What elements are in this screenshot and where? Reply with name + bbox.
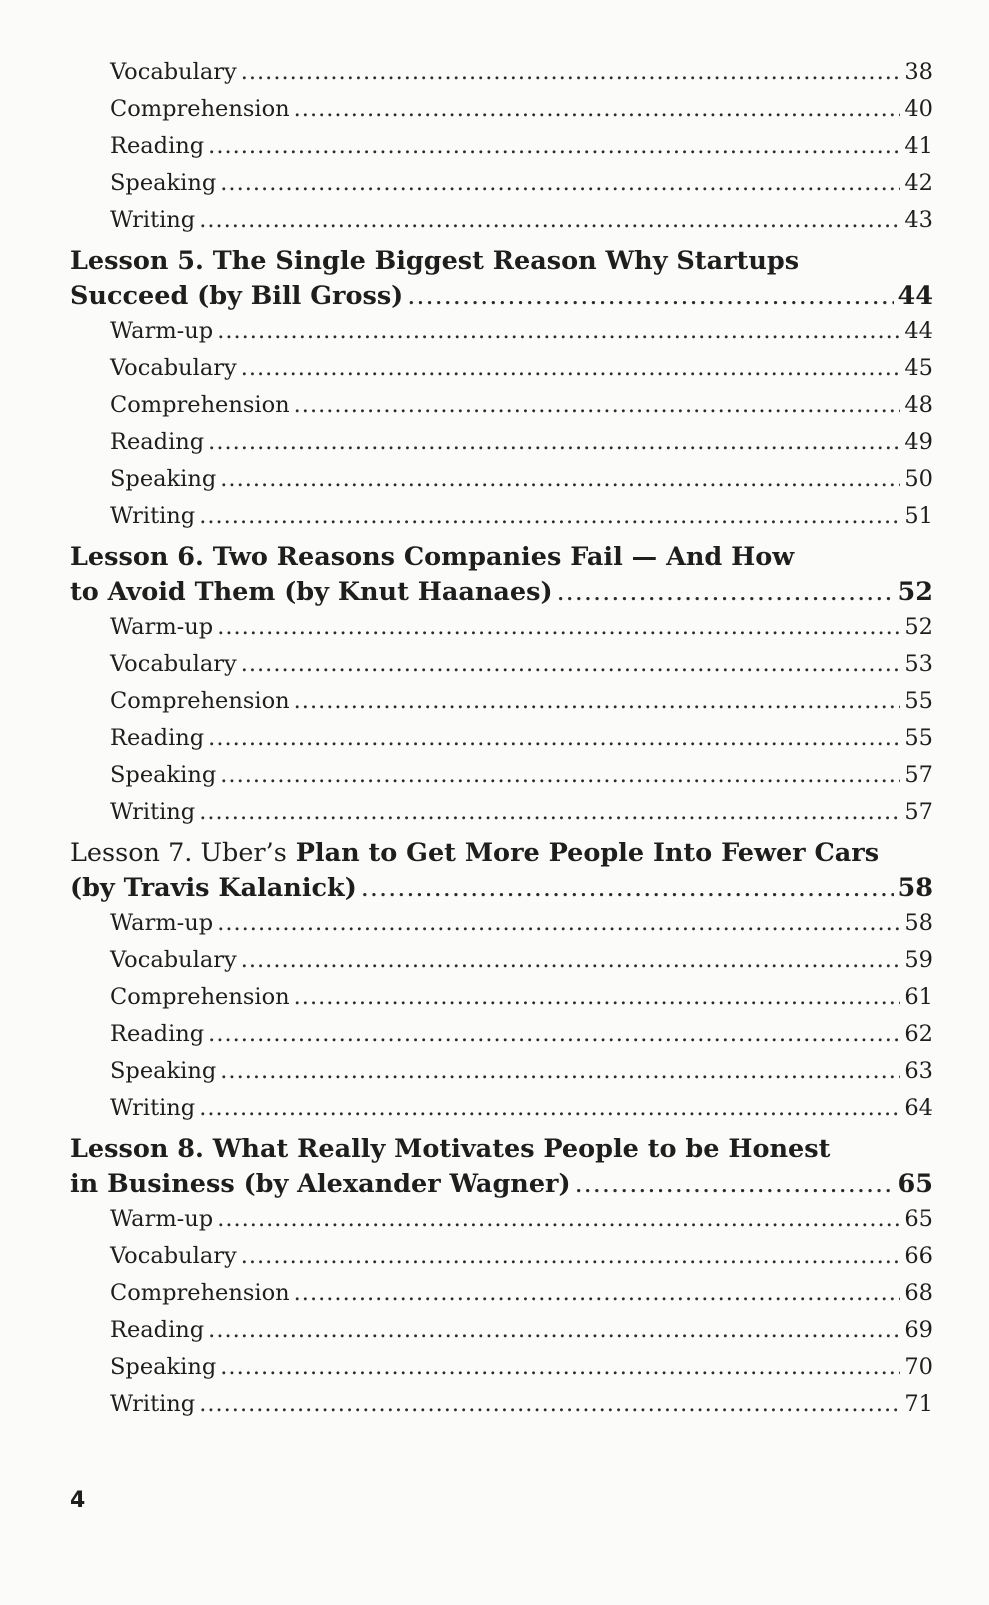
toc-entry-page: 49 bbox=[904, 429, 933, 455]
lesson-title-line1 bbox=[70, 540, 933, 575]
dot-leader bbox=[241, 1238, 901, 1275]
toc-entry-page: 64 bbox=[904, 1095, 933, 1121]
toc-entry-page: 41 bbox=[904, 133, 933, 159]
toc-entry[interactable] bbox=[70, 128, 933, 165]
dot-leader bbox=[557, 575, 894, 610]
dot-leader bbox=[294, 91, 901, 128]
lesson-title-line2 bbox=[70, 1167, 933, 1201]
toc-entry[interactable] bbox=[70, 54, 933, 91]
lesson-title-line1 bbox=[70, 836, 933, 871]
toc-entry-page: 50 bbox=[904, 466, 933, 492]
toc-entry-label: Vocabulary bbox=[110, 947, 237, 973]
dot-leader bbox=[241, 942, 901, 979]
dot-leader bbox=[241, 646, 901, 683]
toc-entry[interactable] bbox=[70, 165, 933, 202]
toc-entry[interactable] bbox=[70, 1238, 933, 1275]
dot-leader bbox=[294, 387, 901, 424]
lesson-title-text: (by Travis Kalanick) bbox=[70, 873, 357, 903]
toc-entry-page: 52 bbox=[904, 614, 933, 640]
lesson-title-text: Succeed (by Bill Gross) bbox=[70, 281, 404, 311]
lesson-page: 44 bbox=[897, 281, 933, 311]
dot-leader bbox=[199, 1386, 900, 1423]
dot-leader bbox=[217, 313, 900, 350]
dot-leader bbox=[220, 1053, 900, 1090]
dot-leader bbox=[199, 498, 900, 535]
toc-entry-label: Speaking bbox=[110, 762, 217, 788]
lesson-title-line1 bbox=[70, 1132, 933, 1167]
toc-entry-label: Reading bbox=[110, 133, 205, 159]
toc-entry-label: Vocabulary bbox=[110, 59, 237, 85]
toc-entry[interactable] bbox=[70, 461, 933, 498]
dot-leader bbox=[294, 1275, 901, 1312]
toc-entry-page: 42 bbox=[904, 170, 933, 196]
dot-leader bbox=[220, 1349, 900, 1386]
toc-entry-label: Writing bbox=[110, 799, 196, 825]
toc-entry-page: 68 bbox=[904, 1280, 933, 1306]
dot-leader bbox=[217, 1201, 900, 1238]
toc-entry-label: Writing bbox=[110, 1391, 196, 1417]
toc-entry-label: Comprehension bbox=[110, 96, 290, 122]
dot-leader bbox=[208, 1016, 900, 1053]
lesson-heading[interactable] bbox=[70, 244, 933, 313]
toc-entry[interactable] bbox=[70, 646, 933, 683]
dot-leader bbox=[199, 202, 900, 239]
dot-leader bbox=[361, 871, 894, 906]
toc-entry-page: 59 bbox=[904, 947, 933, 973]
toc-entry-page: 57 bbox=[904, 762, 933, 788]
toc-entry-page: 48 bbox=[904, 392, 933, 418]
toc-entry-label: Comprehension bbox=[110, 984, 290, 1010]
toc-entry[interactable] bbox=[70, 1201, 933, 1238]
toc-entry-page: 40 bbox=[904, 96, 933, 122]
lesson-title-line1 bbox=[70, 244, 933, 279]
lesson-title-text: in Business (by Alexander Wagner) bbox=[70, 1169, 571, 1199]
toc-entry[interactable] bbox=[70, 202, 933, 239]
dot-leader bbox=[208, 128, 900, 165]
toc-entry-page: 57 bbox=[904, 799, 933, 825]
lesson-title-line2 bbox=[70, 279, 933, 313]
lesson-title-text: to Avoid Them (by Knut Haanaes) bbox=[70, 577, 553, 607]
toc-entry-label: Comprehension bbox=[110, 1280, 290, 1306]
dot-leader bbox=[199, 1090, 900, 1127]
toc-entry[interactable] bbox=[70, 1312, 933, 1349]
toc-entry-label: Warm-up bbox=[110, 318, 214, 344]
toc-entry-label: Vocabulary bbox=[110, 651, 237, 677]
toc-entry-label: Comprehension bbox=[110, 392, 290, 418]
toc-entry-label: Speaking bbox=[110, 466, 217, 492]
toc-entry-label: Speaking bbox=[110, 170, 217, 196]
toc-entry[interactable] bbox=[70, 350, 933, 387]
dot-leader bbox=[199, 794, 900, 831]
toc-entry-label: Reading bbox=[110, 1021, 205, 1047]
toc-entry-page: 58 bbox=[904, 910, 933, 936]
toc-entry[interactable] bbox=[70, 794, 933, 831]
toc-entry-page: 66 bbox=[904, 1243, 933, 1269]
lesson-title-line2 bbox=[70, 871, 933, 905]
toc-entry-label: Vocabulary bbox=[110, 355, 237, 381]
lesson-page: 58 bbox=[897, 873, 933, 903]
toc-entry-page: 70 bbox=[904, 1354, 933, 1380]
toc-entry-label: Writing bbox=[110, 1095, 196, 1121]
toc-entry[interactable] bbox=[70, 979, 933, 1016]
lesson-title-text: Lesson 5. The Single Biggest Reason Why Startups bbox=[70, 246, 800, 276]
toc-entry-page: 71 bbox=[904, 1391, 933, 1417]
toc-entry[interactable] bbox=[70, 609, 933, 646]
dot-leader bbox=[208, 1312, 900, 1349]
toc-entry[interactable] bbox=[70, 1349, 933, 1386]
dot-leader bbox=[220, 461, 900, 498]
toc-entry-page: 51 bbox=[904, 503, 933, 529]
dot-leader bbox=[241, 54, 901, 91]
toc-entry[interactable] bbox=[70, 313, 933, 350]
dot-leader bbox=[217, 609, 900, 646]
lesson-title-text: Plan to Get More People Into Fewer Cars bbox=[295, 838, 880, 868]
lesson-title-line2 bbox=[70, 575, 933, 609]
table-of-contents bbox=[70, 54, 933, 1423]
lesson-heading[interactable] bbox=[70, 1132, 933, 1201]
dot-leader bbox=[220, 165, 900, 202]
toc-entry[interactable] bbox=[70, 757, 933, 794]
toc-entry-label: Warm-up bbox=[110, 1206, 214, 1232]
toc-entry[interactable] bbox=[70, 498, 933, 535]
dot-leader bbox=[241, 350, 901, 387]
toc-entry-page: 45 bbox=[904, 355, 933, 381]
dot-leader bbox=[294, 683, 901, 720]
lesson-title-prefix: Lesson 7. Uber’s bbox=[70, 838, 287, 868]
toc-entry-page: 43 bbox=[904, 207, 933, 233]
toc-entry-page: 65 bbox=[904, 1206, 933, 1232]
lesson-title-text: Lesson 6. Two Reasons Companies Fail — And How bbox=[70, 542, 795, 572]
toc-entry[interactable] bbox=[70, 1053, 933, 1090]
toc-entry-label: Reading bbox=[110, 429, 205, 455]
toc-entry[interactable] bbox=[70, 942, 933, 979]
dot-leader bbox=[208, 720, 900, 757]
toc-entry[interactable] bbox=[70, 905, 933, 942]
lesson-page: 52 bbox=[897, 577, 933, 607]
toc-entry[interactable] bbox=[70, 91, 933, 128]
lesson-page: 65 bbox=[897, 1169, 933, 1199]
toc-entry-page: 44 bbox=[904, 318, 933, 344]
toc-entry-page: 62 bbox=[904, 1021, 933, 1047]
dot-leader bbox=[208, 424, 900, 461]
toc-entry-page: 69 bbox=[904, 1317, 933, 1343]
toc-entry-label: Writing bbox=[110, 207, 196, 233]
toc-entry-label: Vocabulary bbox=[110, 1243, 237, 1269]
toc-entry-page: 63 bbox=[904, 1058, 933, 1084]
toc-entry[interactable] bbox=[70, 1386, 933, 1423]
dot-leader bbox=[407, 279, 893, 314]
toc-entry-page: 53 bbox=[904, 651, 933, 677]
toc-entry-page: 38 bbox=[904, 59, 933, 85]
toc-entry[interactable] bbox=[70, 1275, 933, 1312]
dot-leader bbox=[294, 979, 901, 1016]
toc-entry[interactable] bbox=[70, 1090, 933, 1127]
dot-leader bbox=[217, 905, 900, 942]
page-number: 4 bbox=[70, 1488, 86, 1513]
toc-entry[interactable] bbox=[70, 424, 933, 461]
toc-entry[interactable] bbox=[70, 720, 933, 757]
toc-entry-label: Reading bbox=[110, 1317, 205, 1343]
toc-entry-page: 61 bbox=[904, 984, 933, 1010]
toc-entry-label: Comprehension bbox=[110, 688, 290, 714]
toc-entry-label: Warm-up bbox=[110, 910, 214, 936]
toc-entry-page: 55 bbox=[904, 725, 933, 751]
lesson-heading[interactable] bbox=[70, 836, 933, 905]
toc-entry[interactable] bbox=[70, 683, 933, 720]
dot-leader bbox=[220, 757, 900, 794]
toc-entry-label: Writing bbox=[110, 503, 196, 529]
toc-entry-label: Speaking bbox=[110, 1354, 217, 1380]
toc-entry-label: Reading bbox=[110, 725, 205, 751]
toc-entry[interactable] bbox=[70, 387, 933, 424]
dot-leader bbox=[575, 1167, 894, 1202]
lesson-heading[interactable] bbox=[70, 540, 933, 609]
toc-entry-label: Warm-up bbox=[110, 614, 214, 640]
toc-entry-label: Speaking bbox=[110, 1058, 217, 1084]
lesson-title-text: Lesson 8. What Really Motivates People to be Honest bbox=[70, 1134, 831, 1164]
toc-entry[interactable] bbox=[70, 1016, 933, 1053]
toc-entry-page: 55 bbox=[904, 688, 933, 714]
